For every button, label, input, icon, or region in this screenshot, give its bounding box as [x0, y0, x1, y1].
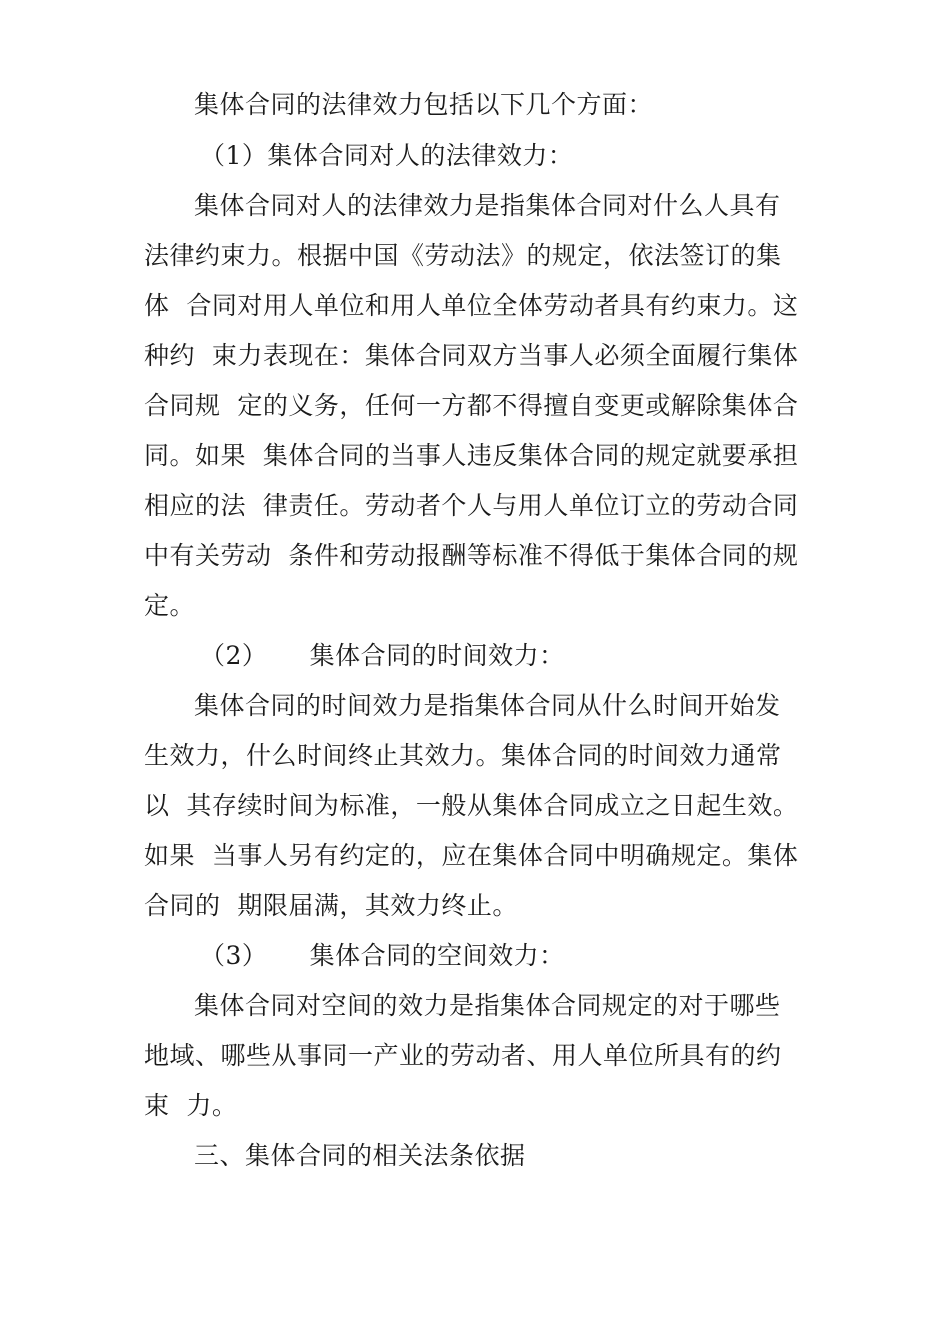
- section-1-line: 中有关劳动 条件和劳动报酬等标准不得低于集体合同的规: [144, 541, 799, 570]
- section-1-heading: （1）集体合同对人的法律效力：: [200, 141, 574, 170]
- section-title: 三、集体合同的相关法条依据: [194, 1141, 526, 1170]
- section-1-line: 种约 束力表现在：集体合同双方当事人必须全面履行集体: [144, 341, 799, 370]
- section-2-line: 生效力，什么时间终止其效力。集体合同的时间效力通常: [144, 741, 782, 770]
- section-2-line: 以 其存续时间为标准，一般从集体合同成立之日起生效。: [144, 791, 799, 820]
- section-1-line: 集体合同对人的法律效力是指集体合同对什么人具有: [194, 191, 781, 220]
- section-1-line: 合同规 定的义务，任何一方都不得擅自变更或解除集体合: [144, 391, 799, 420]
- section-3-line: 地域、哪些从事同一产业的劳动者、用人单位所具有的约: [144, 1041, 782, 1070]
- section-1-line: 相应的法 律责任。劳动者个人与用人单位订立的劳动合同: [144, 491, 799, 520]
- section-1-line: 定。: [144, 591, 196, 620]
- section-2-line: 集体合同的时间效力是指集体合同从什么时间开始发: [194, 691, 781, 720]
- section-3-heading: （3） 集体合同的空间效力：: [200, 941, 565, 970]
- section-1-line: 体 合同对用人单位和用人单位全体劳动者具有约束力。这: [144, 291, 799, 320]
- intro-paragraph: 集体合同的法律效力包括以下几个方面：: [194, 90, 654, 119]
- section-3-line: 集体合同对空间的效力是指集体合同规定的对于哪些: [194, 991, 781, 1020]
- section-1-line: 同。如果 集体合同的当事人违反集体合同的规定就要承担: [144, 441, 799, 470]
- section-3-line: 束 力。: [144, 1091, 238, 1120]
- section-2-line: 如果 当事人另有约定的，应在集体合同中明确规定。集体: [144, 841, 799, 870]
- section-2-line: 合同的 期限届满，其效力终止。: [144, 891, 518, 920]
- section-1-line: 法律约束力。根据中国《劳动法》的规定，依法签订的集: [144, 241, 782, 270]
- section-2-heading: （2） 集体合同的时间效力：: [200, 641, 565, 670]
